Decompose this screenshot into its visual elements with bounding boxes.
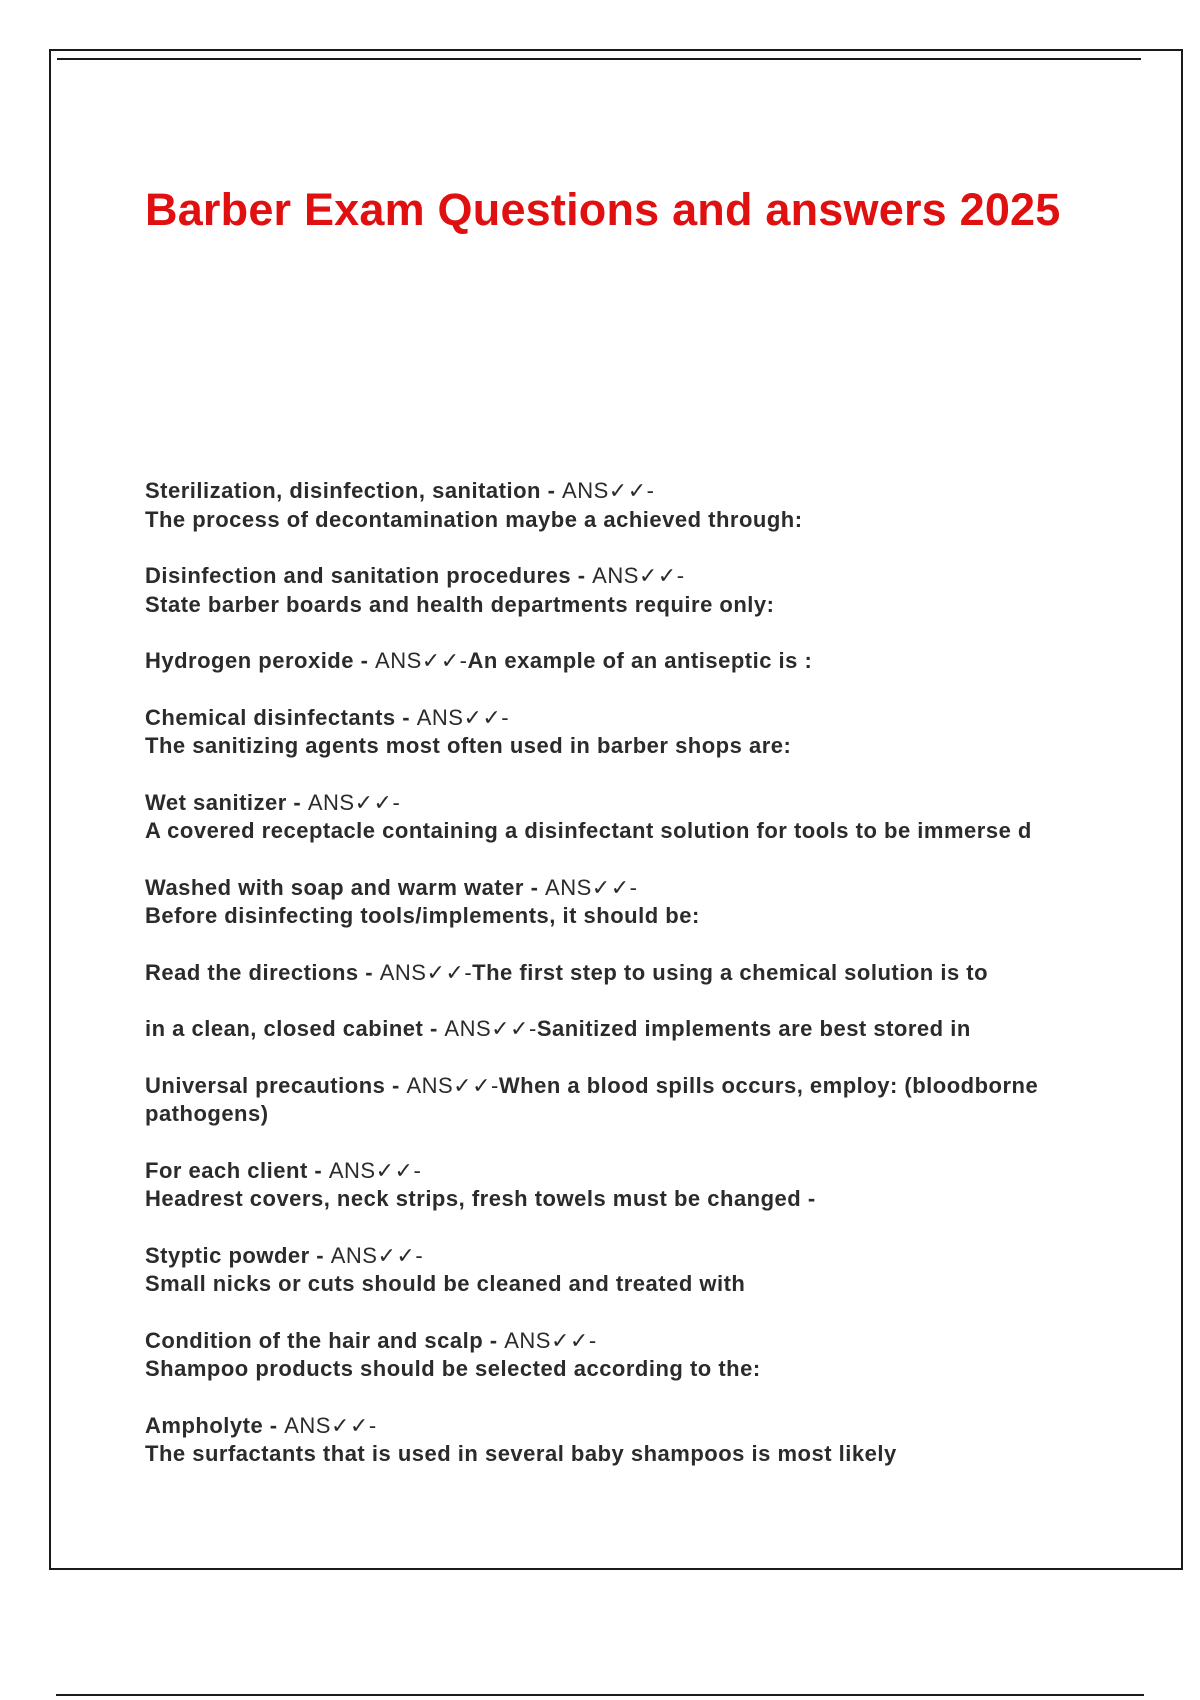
qa-answer: Ampholyte — [145, 1412, 264, 1438]
qa-item — [145, 1015, 1135, 1044]
qa-question: Small nicks or cuts should be cleaned and treated with — [145, 1271, 746, 1296]
qa-list — [145, 477, 1135, 1497]
qa-answer: For each client — [145, 1157, 308, 1183]
qa-item — [145, 647, 1135, 676]
qa-item — [145, 1072, 1135, 1129]
qa-answer: Read the directions — [145, 959, 359, 985]
qa-answer: Sterilization, disinfection, sanitation — [145, 478, 541, 503]
qa-separator: - — [395, 704, 417, 730]
qa-separator: - — [540, 478, 563, 503]
qa-question: When a blood spills occurs, employ: (bloodborne pathogens) — [145, 1072, 1039, 1126]
qa-item — [145, 1242, 1135, 1299]
qa-item — [145, 704, 1135, 761]
qa-separator: - — [286, 789, 308, 815]
qa-separator: - — [423, 1016, 445, 1041]
page-frame — [49, 49, 1183, 1570]
qa-separator: - — [307, 1157, 329, 1183]
qa-separator: - — [309, 1242, 331, 1268]
ans-check-icon: ANS✓✓- — [375, 648, 468, 673]
qa-separator: - — [571, 563, 593, 588]
qa-answer: Washed with soap and warm water — [145, 874, 524, 900]
qa-answer: Universal precautions — [145, 1072, 386, 1098]
ans-check-icon: ANS✓✓- — [416, 704, 510, 730]
qa-separator: - — [385, 1072, 407, 1098]
qa-answer: Styptic powder — [145, 1242, 310, 1268]
qa-item — [145, 959, 1135, 988]
qa-question: Shampoo products should be selected according to the: — [145, 1356, 761, 1381]
ans-check-icon: ANS✓✓- — [307, 789, 401, 815]
qa-item — [145, 874, 1135, 931]
qa-item — [145, 789, 1135, 846]
ans-check-icon: ANS✓✓- — [504, 1327, 597, 1353]
qa-question: Before disinfecting tools/implements, it should be: — [145, 903, 700, 928]
ans-check-icon: ANS✓✓- — [562, 478, 655, 503]
ans-check-icon: ANS✓✓- — [328, 1157, 422, 1183]
qa-answer: Hydrogen peroxide — [145, 648, 354, 673]
qa-answer: in a clean, closed cabinet — [145, 1016, 424, 1041]
qa-question: State barber boards and health departments require only: — [145, 591, 775, 617]
ans-check-icon: ANS✓✓- — [545, 874, 638, 900]
qa-separator: - — [483, 1327, 505, 1353]
qa-answer: Disinfection and sanitation procedures — [145, 563, 572, 588]
qa-question: The process of decontamination maybe a achieved through: — [145, 506, 803, 532]
ans-check-icon: ANS✓✓- — [379, 959, 473, 985]
qa-question: The sanitizing agents most often used in barber shops are: — [145, 733, 792, 758]
qa-item — [145, 1327, 1135, 1384]
qa-question: Headrest covers, neck strips, fresh towels must be changed - — [145, 1186, 816, 1211]
qa-item — [145, 477, 1135, 534]
bottom-divider — [56, 1694, 1144, 1696]
qa-separator: - — [358, 959, 380, 985]
top-divider — [57, 58, 1141, 60]
qa-item — [145, 562, 1135, 619]
qa-answer: Chemical disinfectants — [145, 704, 396, 730]
ans-check-icon: ANS✓✓- — [444, 1016, 537, 1041]
qa-item — [145, 1412, 1135, 1469]
qa-question: The surfactants that is used in several baby shampoos is most likely — [145, 1441, 897, 1466]
document-title: Barber Exam Questions and answers 2025 — [145, 184, 1061, 235]
ans-check-icon: ANS✓✓- — [330, 1242, 424, 1268]
qa-question: The first step to using a chemical solution is to — [472, 959, 989, 985]
ans-check-icon: ANS✓✓- — [284, 1412, 377, 1438]
qa-question: Sanitized implements are best stored in — [536, 1016, 971, 1041]
qa-separator: - — [353, 648, 376, 673]
qa-question: A covered receptacle containing a disinfectant solution for tools to be immerse d — [145, 818, 1032, 843]
qa-separator: - — [523, 874, 546, 900]
qa-answer: Wet sanitizer — [145, 789, 287, 815]
qa-item — [145, 1157, 1135, 1214]
qa-question: An example of an antiseptic is : — [467, 648, 813, 673]
ans-check-icon: ANS✓✓- — [406, 1072, 499, 1098]
qa-separator: - — [263, 1412, 285, 1438]
ans-check-icon: ANS✓✓- — [592, 563, 685, 588]
qa-answer: Condition of the hair and scalp — [145, 1327, 484, 1353]
